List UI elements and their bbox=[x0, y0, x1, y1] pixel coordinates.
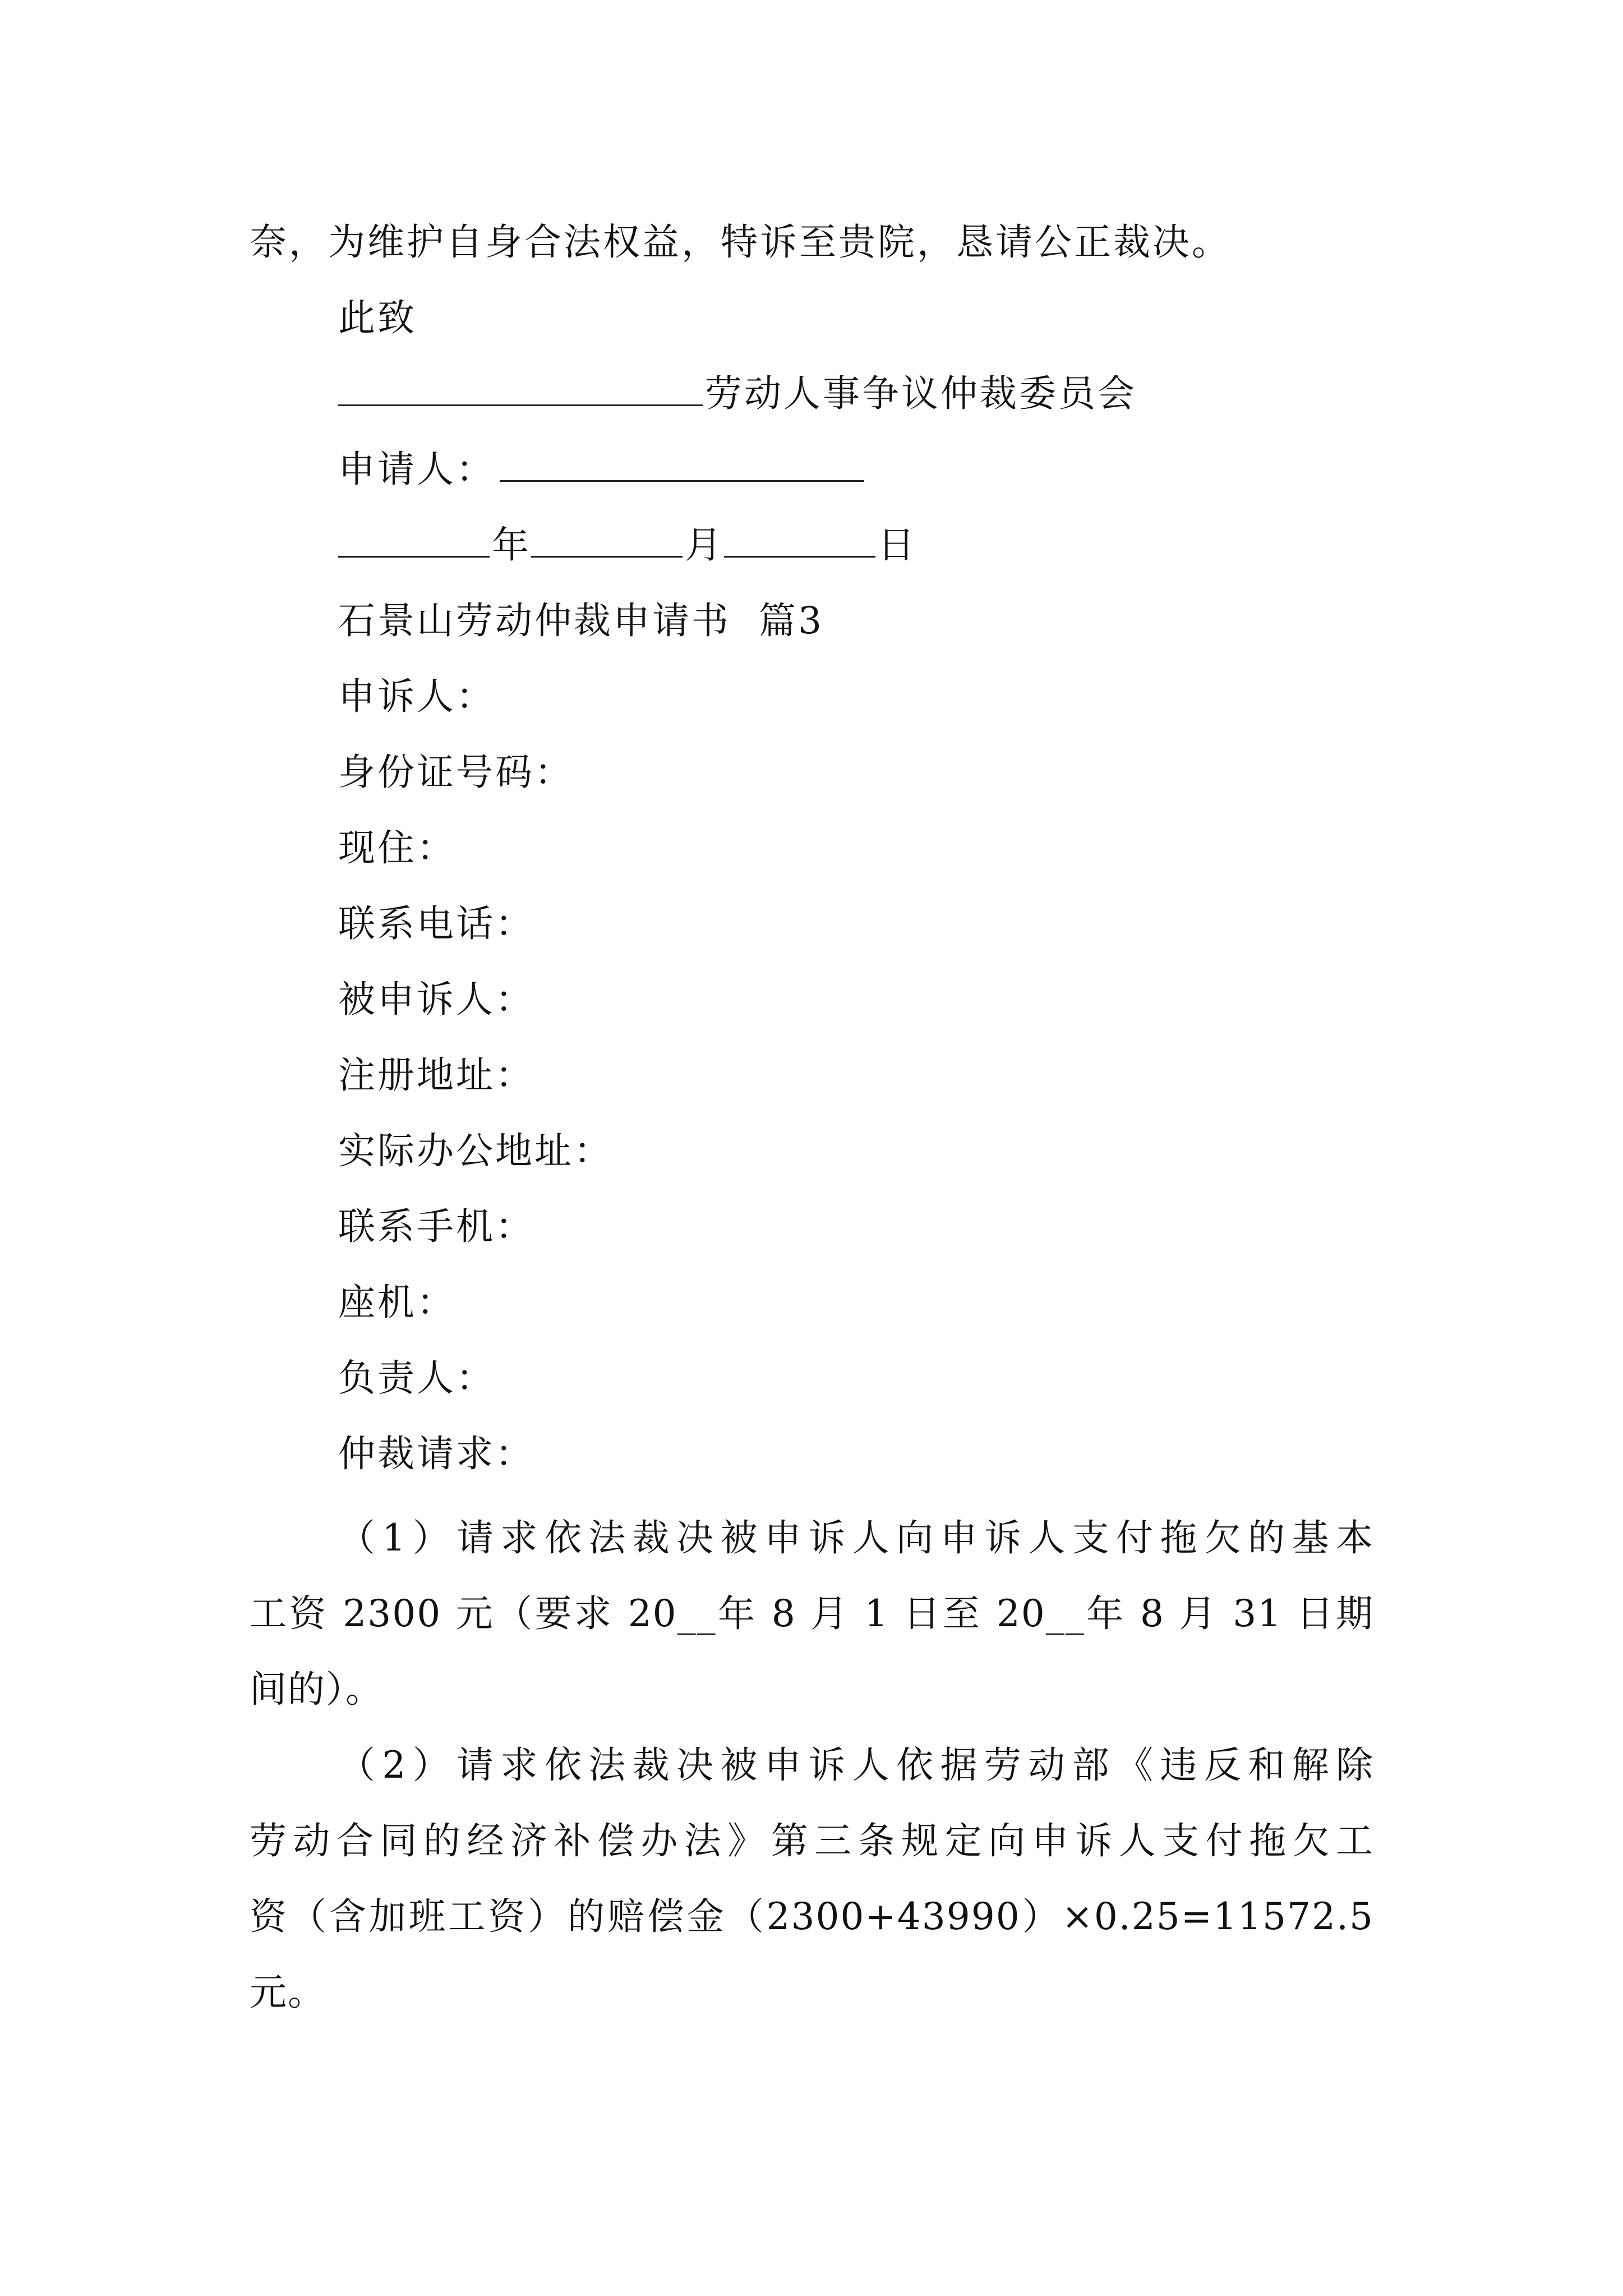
claim2-line3: 资（含加班工资）的赔偿金（2300+43990）×0.25=11572.5 bbox=[250, 1895, 1374, 1938]
field-address: 现住： bbox=[338, 826, 456, 869]
field-mobile: 联系手机： bbox=[338, 1205, 534, 1248]
field-landline: 座机： bbox=[338, 1281, 456, 1324]
committee-name: 劳动人事争议仲裁委员会 bbox=[705, 372, 1137, 415]
day-blank bbox=[724, 521, 875, 558]
field-office-address: 实际办公地址： bbox=[338, 1129, 613, 1172]
claim1-line3: 间的）。 bbox=[250, 1668, 384, 1711]
claim1-line1: （1）请求依法裁决被申诉人向申诉人支付拖欠的基本 bbox=[338, 1516, 1374, 1559]
applicant-label: 申请人： bbox=[338, 448, 495, 491]
field-arbitration-request: 仲裁请求： bbox=[338, 1432, 534, 1475]
field-id-number: 身份证号码： bbox=[338, 751, 574, 794]
salutation: 此致 bbox=[338, 296, 417, 339]
applicant-blank bbox=[500, 445, 864, 482]
year-label: 年 bbox=[492, 523, 531, 567]
year-blank bbox=[338, 521, 490, 558]
claim2-line1: （2）请求依法裁决被申诉人依据劳动部《违反和解除 bbox=[338, 1743, 1374, 1787]
field-phone: 联系电话： bbox=[338, 902, 534, 945]
field-person-in-charge: 负责人： bbox=[338, 1356, 495, 1400]
committee-line bbox=[338, 369, 1137, 419]
field-complainant: 申诉人： bbox=[338, 675, 495, 718]
claim2-line2: 劳动合同的经济补偿办法》第三条规定向申诉人支付拖欠工 bbox=[250, 1819, 1374, 1862]
section-title: 石景山劳动仲裁申请书 篇3 bbox=[338, 599, 824, 642]
committee-blank bbox=[338, 370, 703, 406]
applicant-line bbox=[338, 444, 866, 495]
day-label: 日 bbox=[878, 523, 917, 567]
claim2-line4: 元。 bbox=[250, 1971, 326, 2014]
field-registered-address: 注册地址： bbox=[338, 1053, 534, 1097]
paragraph-continuation: 奈，为维护自身合法权益，特诉至贵院，恳请公正裁决。 bbox=[250, 220, 1231, 264]
date-line bbox=[338, 520, 917, 570]
claim1-line2: 工资 2300 元（要求 20__年 8 月 1 日至 20__年 8 月 31 日期 bbox=[250, 1592, 1374, 1635]
field-respondent: 被申诉人： bbox=[338, 978, 534, 1021]
month-blank bbox=[531, 521, 683, 558]
month-label: 月 bbox=[685, 523, 724, 567]
